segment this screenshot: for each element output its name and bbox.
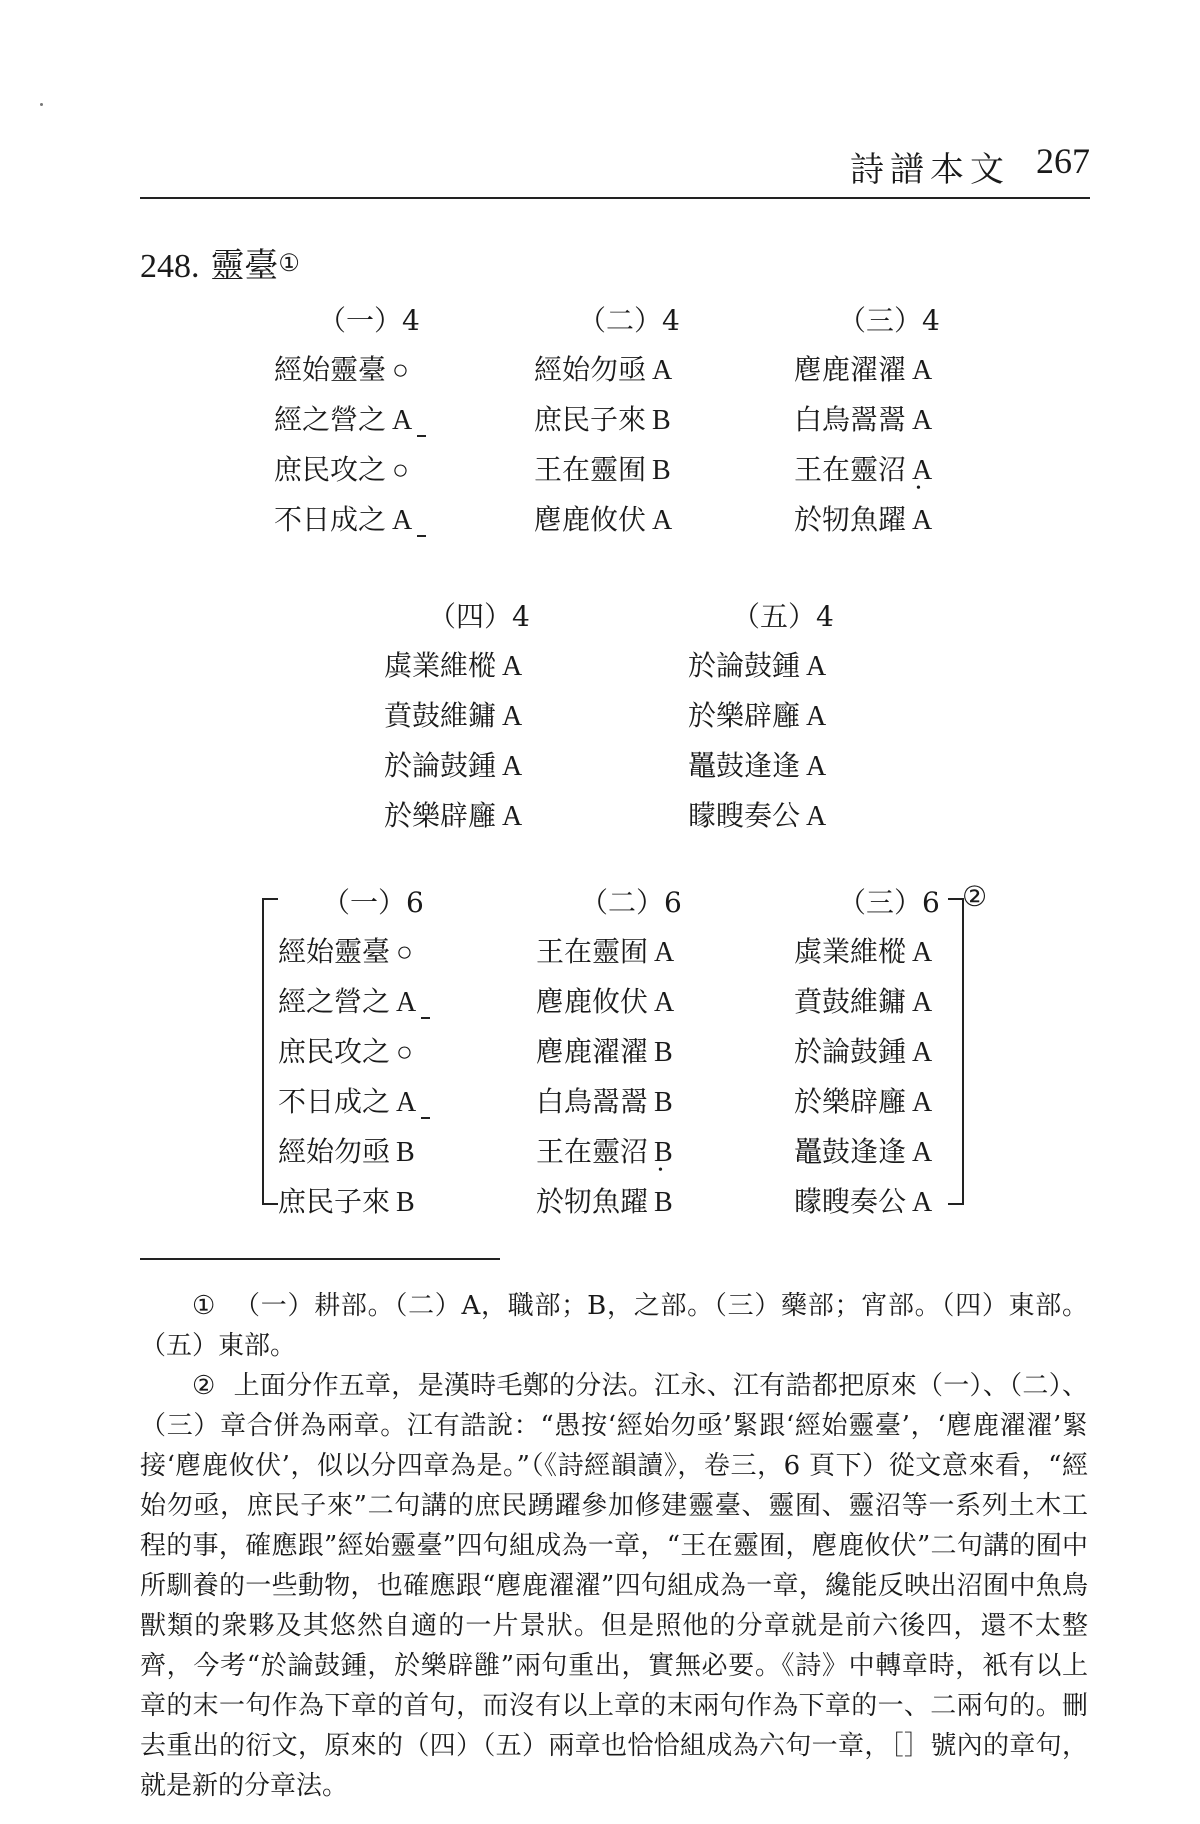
stanza-middle-5 — [688, 592, 834, 841]
rhyme-marker: A — [652, 355, 673, 386]
poem-line-text: 虡業維樅 — [384, 649, 497, 682]
rhyme-marker: B — [652, 405, 671, 436]
poem-line — [536, 1027, 682, 1077]
poem-line — [534, 445, 680, 495]
poem-line-text: 於樂辟廱 — [688, 699, 801, 732]
poem-line-text: 賁鼓維鏞 — [384, 699, 497, 732]
footnote-1-text: （一）耕部。（二）A，職部；B，之部。（三）藥部；宵部。（四）東部。（五）東部。 — [140, 1291, 1088, 1361]
poem-line — [536, 1127, 682, 1177]
poem-line — [794, 1177, 940, 1227]
poem-line-text: 庶民子來 — [534, 403, 647, 436]
poem-line-text: 於牣魚躍 — [536, 1185, 649, 1218]
rhyme-marker: A — [654, 937, 675, 968]
poem-line — [278, 1077, 424, 1127]
poem-line-text: 矇瞍奏公 — [688, 799, 801, 832]
rhyme-marker: ○ — [396, 937, 413, 968]
poem-line — [794, 1027, 940, 1077]
stanza-bottom-3 — [794, 878, 940, 1227]
rhyme-marker: B — [396, 1187, 415, 1218]
rhyme-marker: A — [392, 496, 412, 545]
stanza-top-3 — [794, 296, 940, 545]
footnote-2 — [140, 1366, 1088, 1806]
stanza-bottom-2 — [536, 878, 682, 1227]
poem-line-text: 王在靈囿 — [536, 935, 649, 968]
poem-line — [274, 345, 420, 395]
poem-line — [278, 977, 424, 1027]
rhyme-marker: ○ — [392, 355, 409, 386]
poem-line — [384, 641, 530, 691]
rhyme-marker: A — [912, 1187, 933, 1218]
poem-line — [536, 927, 682, 977]
footnote-2-mark: ② — [192, 1371, 216, 1401]
rhyme-marker: A — [806, 751, 827, 782]
stanza-bottom-1 — [278, 878, 424, 1227]
poem-line — [794, 977, 940, 1027]
poem-line — [536, 1077, 682, 1127]
rhyme-marker: B — [396, 1137, 415, 1168]
stanza-label: （三）4 — [838, 304, 940, 337]
poem-line — [274, 445, 420, 495]
rhyme-marker: B — [652, 455, 671, 486]
running-header-title: 詩譜本文 — [850, 150, 1010, 190]
stanza-label: （二）6 — [580, 886, 682, 919]
stanza-top-1 — [274, 296, 420, 545]
poem-line — [688, 641, 834, 691]
poem-number: 248. — [140, 248, 200, 285]
poem-line-text: 經之營之 — [274, 403, 387, 436]
stanza-label: （一）4 — [318, 304, 420, 337]
rhyme-marker: A — [396, 978, 416, 1027]
poem-line — [688, 741, 834, 791]
poem-line-text: 庶民攻之 — [274, 453, 387, 486]
poem-line — [794, 927, 940, 977]
poem-line — [278, 1027, 424, 1077]
rhyme-marker: A • — [912, 446, 932, 495]
poem-line — [274, 495, 420, 545]
poem-line-text: 於樂辟廱 — [384, 799, 497, 832]
poem-line-text: 經之營之 — [278, 985, 391, 1018]
poem-line — [278, 1127, 424, 1177]
poem-line-text: 王在靈囿 — [534, 453, 647, 486]
bracket-left — [262, 898, 278, 1205]
footnotes — [140, 1286, 1088, 1806]
poem-line-text: 虡業維樅 — [794, 935, 907, 968]
poem-line — [688, 791, 834, 841]
rhyme-marker: B — [654, 1087, 673, 1118]
poem-line — [534, 395, 680, 445]
poem-line — [794, 395, 940, 445]
poem-line — [794, 1127, 940, 1177]
poem-line — [274, 395, 420, 445]
poem-line-text: 經始靈臺 — [274, 353, 387, 386]
poem-line-text: 賁鼓維鏞 — [794, 985, 907, 1018]
poem-line-text: 麀鹿攸伏 — [536, 985, 649, 1018]
poem-line-text: 白鳥翯翯 — [794, 403, 907, 436]
poem-line-text: 於論鼓鍾 — [688, 649, 801, 682]
stanza-middle-4 — [384, 592, 530, 841]
rhyme-marker: A — [806, 701, 827, 732]
poem-line-text: 白鳥翯翯 — [536, 1085, 649, 1118]
poem-line-text: 不日成之 — [278, 1085, 391, 1118]
poem-line — [794, 445, 940, 495]
poem-line-text: 麀鹿濯濯 — [536, 1035, 649, 1068]
poem-title — [140, 238, 300, 287]
poem-line-text: 於牣魚躍 — [794, 503, 907, 536]
poem-line-text: 王在靈沼 — [536, 1135, 649, 1168]
poem-line-text: 於論鼓鍾 — [794, 1035, 907, 1068]
stanza-label: （三）6 — [838, 886, 940, 919]
poem-line — [794, 345, 940, 395]
rhyme-marker: A — [806, 651, 827, 682]
rhyme-marker: A — [392, 396, 412, 445]
poem-line — [536, 977, 682, 1027]
poem-line — [536, 1177, 682, 1227]
rhyme-marker: A — [502, 651, 523, 682]
poem-line-text: 王在靈沼 — [794, 453, 907, 486]
footnote-ref-1: ① — [278, 249, 300, 277]
rhyme-marker: A — [912, 355, 933, 386]
footnote-1 — [140, 1286, 1088, 1366]
footnote-rule — [140, 1258, 500, 1260]
stanza-label: （二）4 — [578, 304, 680, 337]
rhyme-marker: A — [654, 987, 675, 1018]
footnote-2-text: 上面分作五章，是漢時毛鄭的分法。江永、江有誥都把原來（一）、（二）、（三）章合併為兩章。江有誥說：“愚按‘經始勿亟’緊跟‘經始靈臺’，‘麀鹿濯濯’緊接‘麀鹿攸伏’，似以分四章為是。”（《詩經韻讀》，卷三，6 頁下）從文意來看，“經始勿亟，庶民子來”二句講的庶民踴躍參加修建靈臺、靈囿、靈沼等一系列土木工程的事，確應跟”經始靈臺”四句組成為一章，“王在靈囿，麀鹿攸伏”二句講的囿中所馴養的一些動物，也確應跟“麀鹿濯濯”四句組成為一章，纔能反映出沼囿中魚鳥獸類的衆夥及其悠然自適的一片景狀。但是照他的分章就是前六後四，還不太整齊，今考“於論鼓鍾，於樂辟雝”兩句重出，實無必要。《詩》中轉章時，衹有以上章的末一句作為下章的首句，而沒有以上章的末兩句作為下章的一、二兩句的。刪去重出的衍文，原來的（四）（五）兩章也恰恰組成為六句一章，［］號內的章句，就是新的分章法。 — [140, 1371, 1088, 1801]
rhyme-marker: ○ — [396, 1037, 413, 1068]
stanza-label: （五）4 — [732, 600, 834, 633]
rhyme-marker: B • — [654, 1128, 673, 1177]
poem-line-text: 鼉鼓逢逢 — [688, 749, 801, 782]
poem-line — [278, 1177, 424, 1227]
poem-line-text: 經始靈臺 — [278, 935, 391, 968]
poem-line-text: 麀鹿濯濯 — [794, 353, 907, 386]
poem-line-text: 於樂辟廱 — [794, 1085, 907, 1118]
poem-line — [384, 791, 530, 841]
rhyme-marker: A — [912, 1037, 933, 1068]
header-rule — [140, 197, 1090, 199]
poem-name: 靈臺 — [210, 246, 279, 286]
poem-line — [794, 495, 940, 545]
footnote-1-mark: ① — [192, 1291, 217, 1321]
rhyme-marker: A — [912, 505, 933, 536]
poem-line — [384, 741, 530, 791]
rhyme-marker: B — [654, 1187, 673, 1218]
poem-line-text: 矇瞍奏公 — [794, 1185, 907, 1218]
poem-line — [534, 345, 680, 395]
poem-line-text: 庶民子來 — [278, 1185, 391, 1218]
rhyme-marker: A — [912, 1137, 933, 1168]
poem-line-text: 麀鹿攸伏 — [534, 503, 647, 536]
rhyme-marker: B — [654, 1037, 673, 1068]
poem-line-text: 鼉鼓逢逢 — [794, 1135, 907, 1168]
rhyme-marker: A — [806, 801, 827, 832]
poem-line — [534, 495, 680, 545]
poem-line-text: 不日成之 — [274, 503, 387, 536]
stanza-top-2 — [534, 296, 680, 545]
poem-line — [384, 691, 530, 741]
rhyme-marker: A — [502, 701, 523, 732]
rhyme-marker: A — [396, 1078, 416, 1127]
page-speck — [40, 103, 43, 106]
rhyme-marker: A — [912, 1087, 933, 1118]
rhyme-marker: A — [912, 405, 933, 436]
poem-line — [794, 1077, 940, 1127]
rhyme-marker: A — [502, 801, 523, 832]
poem-line-text: 經始勿亟 — [534, 353, 647, 386]
poem-line-text: 於論鼓鍾 — [384, 749, 497, 782]
poem-line-text: 經始勿亟 — [278, 1135, 391, 1168]
poem-line-text: 庶民攻之 — [278, 1035, 391, 1068]
rhyme-marker: A — [502, 751, 523, 782]
stanza-label: （四）4 — [428, 600, 530, 633]
rhyme-marker: A — [652, 505, 673, 536]
bracket-right — [948, 898, 964, 1205]
poem-line — [278, 927, 424, 977]
rhyme-marker: A — [912, 987, 933, 1018]
page-number: 267 — [1036, 141, 1090, 181]
rhyme-marker: A — [912, 937, 933, 968]
rhyme-marker: ○ — [392, 455, 409, 486]
poem-line — [688, 691, 834, 741]
footnote-ref-2: ② — [962, 880, 988, 913]
stanza-label: （一）6 — [322, 886, 424, 919]
